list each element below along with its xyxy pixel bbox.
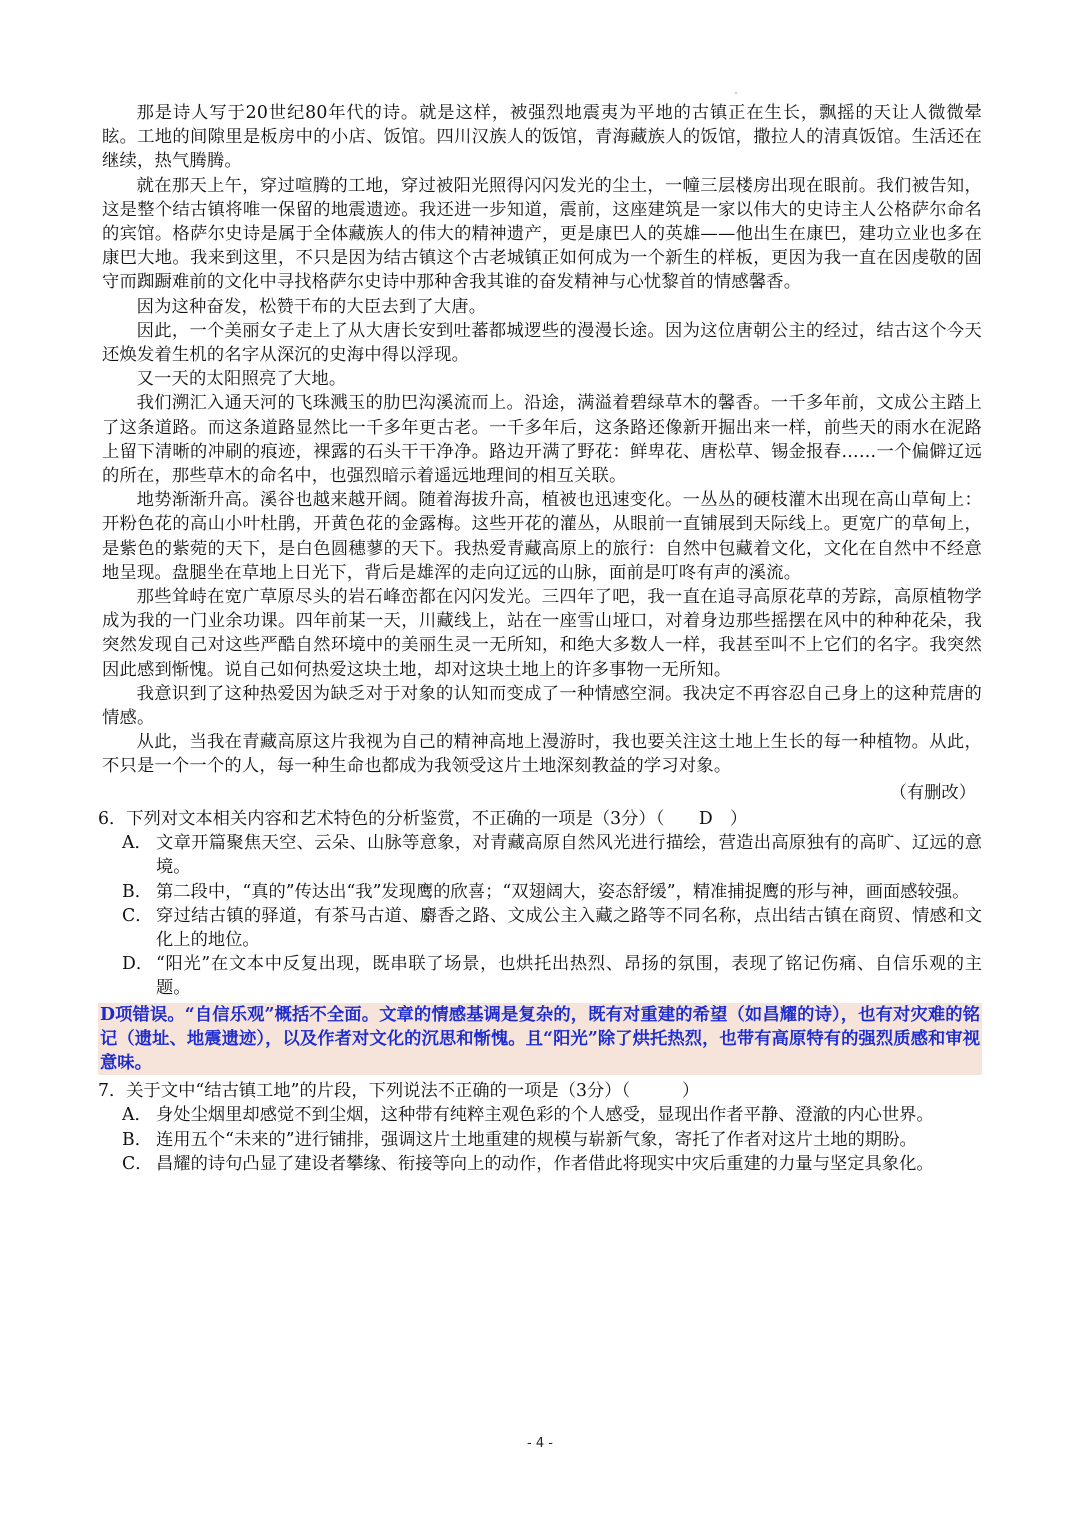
question-stem: 7．关于文中“结古镇工地”的片段，下列说法不正确的一项是（3分）（ ）: [98, 1081, 700, 1102]
option-a: [98, 831, 982, 879]
passage-paragraph: 地势渐渐升高。溪谷也越来越开阔。随着海拔升高，植被也迅速变化。一丛丛的硬枝灌木出现在高山草甸上：开粉色花的高山小叶杜鹃，开黄色花的金露梅。这些开花的灌丛，从眼前一直铺展到天际线上。更宽广的草甸上，是紫色的紫菀的天下，是白色圆穗蓼的天下。我热爱青藏高原上的旅行：自然中包藏着文化，文化在自然中不经意地呈现。盘腿坐在草地上日光下，背后是雄浑的走向辽远的山脉，面前是叮咚有声的溪流。: [102, 490, 982, 583]
question-stem: 6．下列对文本相关内容和艺术特色的分析鉴赏，不正确的一项是（3分）（ D ）: [98, 808, 748, 829]
option-a: [98, 1103, 982, 1127]
answer-explanation: D项错误。“自信乐观”概括不全面。文章的情感基调是复杂的，既有对重建的希望（如昌耀的诗），也有对灾难的铭记（遗址、地震遗迹），以及作者对文化的沉思和惭愧。且“阳光”除了烘托热烈，也带有高原特有的强烈质感和审视意味。: [98, 1003, 982, 1076]
passage: [102, 101, 982, 779]
option-letter: C．: [122, 905, 153, 926]
option-b: [98, 880, 982, 904]
passage-paragraph: 那是诗人写于20世纪80年代的诗。就是这样，被强烈地震夷为平地的古镇正在生长，飘摇的天让人微微晕眩。工地的间隙里是板房中的小店、饭馆。四川汉族人的饭馆，青海藏族人的饭馆，撒拉人的清真饭馆。生活还在继续，热气腾腾。: [102, 103, 982, 172]
question-6: [98, 807, 982, 1001]
option-text: 连用五个“未来的”进行铺排，强调这片土地重建的规模与崭新气象，寄托了作者对这片土地的期盼。: [156, 1129, 917, 1150]
option-d: [98, 952, 982, 1000]
question-7: [98, 1079, 982, 1176]
option-c: [98, 1152, 982, 1176]
scan-speck: [735, 92, 737, 94]
option-text: 身处尘烟里却感觉不到尘烟，这种带有纯粹主观色彩的个人感受，显现出作者平静、澄澈的内心世界。: [156, 1105, 934, 1126]
passage-paragraph: 我意识到了这种热爱因为缺乏对于对象的认知而变成了一种情感空洞。我决定不再容忍自己身上的这种荒唐的情感。: [102, 683, 982, 729]
option-text: 第二段中，“真的”传达出“我”发现鹰的欣喜；“双翅阔大，姿态舒缓”，精准捕捉鹰的形与神，画面感较强。: [156, 881, 970, 902]
option-text: 昌耀的诗句凸显了建设者攀缘、衔接等向上的动作，作者借此将现实中灾后重建的力量与坚定具象化。: [156, 1153, 934, 1174]
option-letter: A．: [122, 1105, 152, 1126]
option-b: [98, 1128, 982, 1152]
document-page: [98, 101, 982, 1176]
passage-paragraph: 就在那天上午，穿过喧腾的工地，穿过被阳光照得闪闪发光的尘土，一幢三层楼房出现在眼前。我们被告知，这是整个结古镇将唯一保留的地震遗迹。我还进一步知道，震前，这座建筑是一家以伟大的史诗主人公格萨尔命名的宾馆。格萨尔史诗是属于全体藏族人的伟大的精神遗产，更是康巴人的英雄——他出生在康巴，建功立业也多在康巴大地。我来到这里，不只是因为结古镇这个古老城镇正如何成为一个新生的样板，更因为我一直在因虔敬的固守而踟蹰难前的文化中寻找格萨尔史诗中那种舍我其谁的奋发精神与心忧黎首的情感馨香。: [102, 175, 982, 293]
option-text: “阳光”在文本中反复出现，既串联了场景，也烘托出热烈、昂扬的氛围，表现了铭记伤痛、自信乐观的主题。: [156, 954, 982, 999]
abridged-note: （有删改）: [889, 782, 976, 803]
passage-paragraph: 我们溯汇入通天河的飞珠溅玉的肋巴沟溪流而上。沿途，满溢着碧绿草木的馨香。一千多年前，文成公主踏上了这条道路。而这条道路显然比一千多年更古老。一千多年后，这条路还像新开掘出来一样，前些天的雨水在泥路上留下清晰的冲刷的痕迹，裸露的石头干干净净。路边开满了野花：鲜卑花、唐松草、锡金报春……一个偏僻辽远的所在，那些草木的命名中，也强烈暗示着遥远地理间的相互关联。: [102, 393, 982, 487]
option-letter: C．: [122, 1153, 153, 1174]
option-c: [98, 904, 982, 952]
passage-paragraph: 从此，当我在青藏高原这片我视为自己的精神高地上漫游时，我也要关注这土地上生长的每一种植物。从此，不只是一个一个的人，每一种生命也都成为我领受这片土地深刻教益的学习对象。: [102, 732, 982, 777]
option-letter: B．: [122, 1129, 152, 1150]
option-text: 穿过结古镇的驿道，有茶马古道、麝香之路、文成公主入藏之路等不同名称，点出结古镇在商贸、情感和文化上的地位。: [156, 905, 982, 950]
option-letter: A．: [122, 833, 152, 854]
passage-paragraph: 因为这种奋发，松赞干布的大臣去到了大唐。: [136, 296, 487, 317]
option-text: 文章开篇聚焦天空、云朵、山脉等意象，对青藏高原自然风光进行描绘，营造出高原独有的高旷、辽远的意境。: [156, 833, 982, 878]
passage-paragraph: 又一天的太阳照亮了大地。: [136, 369, 347, 390]
option-letter: D．: [122, 954, 154, 975]
passage-paragraph: 那些耸峙在宽广草原尽头的岩石峰峦都在闪闪发光。三四年了吧，我一直在追寻高原花草的芳踪，高原植物学成为我的一门业余功课。四年前某一天，川藏线上，站在一座雪山垭口，对着身边那些摇摆在风中的种种花朵，我突然发现自己对这些严酷自然环境中的美丽生灵一无所知，和绝大多数人一样，我甚至叫不上它们的名字。我突然因此感到惭愧。说自己如何热爱这块土地，却对这块土地上的许多事物一无所知。: [102, 587, 982, 680]
page-number: - 4 -: [527, 1436, 553, 1451]
option-letter: B．: [122, 881, 152, 902]
passage-paragraph: 因此，一个美丽女子走上了从大唐长安到吐蕃都城逻些的漫漫长途。因为这位唐朝公主的经过，结古这个今天还焕发着生机的名字从深沉的史海中得以浮现。: [102, 320, 982, 366]
